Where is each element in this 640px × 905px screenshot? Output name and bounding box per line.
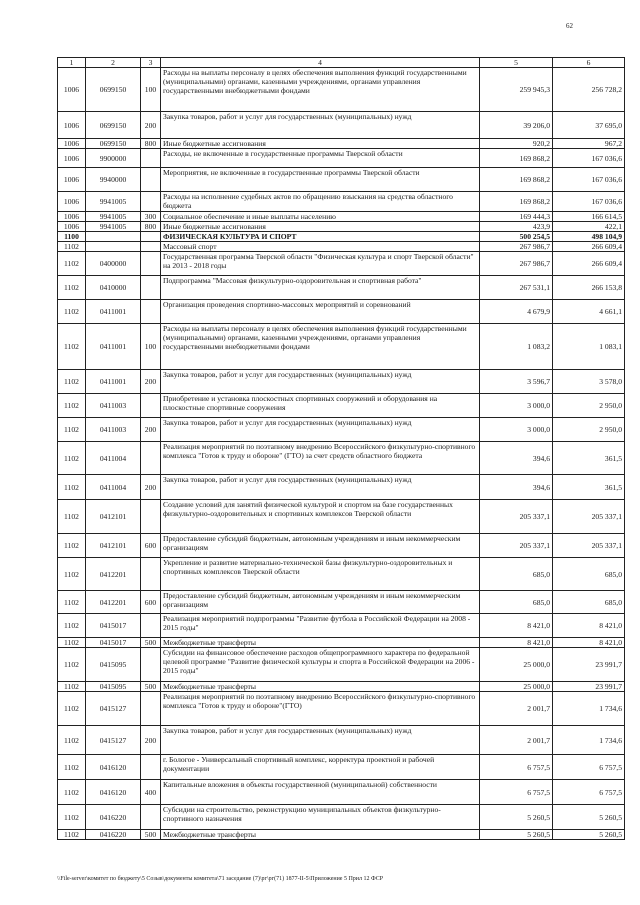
table-row [58,614,625,638]
table-row [58,112,625,139]
target-article-cell: 0412101 [86,534,141,558]
description-cell: Межбюджетные трансферты [161,638,480,648]
table-row [58,212,625,222]
section-code-cell: 1102 [58,534,86,558]
section-code-cell: 1102 [58,276,86,300]
amount-executed-cell: 685,0 [553,558,625,591]
target-article-cell: 0415017 [86,638,141,648]
amount-executed-cell: 6 757,5 [553,780,625,805]
header-col-5: 5 [480,58,553,68]
table-row [58,500,625,534]
table-row [58,168,625,192]
expense-type-cell [141,755,161,780]
amount-planned-cell: 423,9 [480,222,553,232]
target-article-cell: 0415095 [86,682,141,692]
target-article-cell: 0412101 [86,500,141,534]
budget-table [57,57,625,840]
expense-type-cell [141,300,161,324]
description-cell: Расходы на исполнение судебных актов по обращению взыскания на средства областного бюджета [161,192,480,212]
amount-executed-cell: 5 260,5 [553,805,625,830]
amount-executed-cell: 361,5 [553,475,625,500]
target-article-cell: 0699150 [86,68,141,112]
description-cell: Иные бюджетные ассигнования [161,222,480,232]
description-cell: Организация проведения спортивно-массовых мероприятий и соревнований [161,300,480,324]
amount-planned-cell: 25 000,0 [480,682,553,692]
description-cell: Предоставление субсидий бюджетным, автономным учреждениям и иным некоммерческим организациям [161,591,480,614]
section-code-cell: 1102 [58,648,86,682]
target-article-cell: 0699150 [86,139,141,149]
section-code-cell: 1102 [58,780,86,805]
section-code-cell: 1102 [58,300,86,324]
target-article-cell: 0411001 [86,370,141,394]
section-code-cell: 1102 [58,370,86,394]
expense-type-cell [141,276,161,300]
target-article-cell: 9941005 [86,192,141,212]
table-row [58,192,625,212]
amount-planned-cell: 1 083,2 [480,324,553,370]
description-cell: Субсидии на финансовое обеспечение расходов общепрограммного характера по федеральной целевой программе "Развитие физической культуры и спорта в Российской Федерации на 2006 - 2015 годы" [161,648,480,682]
section-code-cell: 1006 [58,112,86,139]
expense-type-cell: 600 [141,534,161,558]
header-col-3: 3 [141,58,161,68]
description-cell: Подпрограмма "Массовая физкультурно-оздоровительная и спортивная работа" [161,276,480,300]
amount-executed-cell: 266 609,4 [553,242,625,252]
table-row [58,276,625,300]
amount-planned-cell: 5 260,5 [480,805,553,830]
expense-type-cell [141,805,161,830]
amount-planned-cell: 3 000,0 [480,394,553,418]
expense-type-cell: 200 [141,418,161,442]
amount-planned-cell: 2 001,7 [480,692,553,726]
target-article-cell: 9940000 [86,168,141,192]
target-article-cell: 0412201 [86,558,141,591]
section-code-cell: 1102 [58,442,86,475]
amount-executed-cell: 967,2 [553,139,625,149]
section-code-cell: 1102 [58,726,86,755]
expense-type-cell: 600 [141,591,161,614]
amount-planned-cell: 4 679,9 [480,300,553,324]
table-row [58,442,625,475]
amount-planned-cell: 39 206,0 [480,112,553,139]
target-article-cell: 0400000 [86,252,141,276]
description-cell: Расходы на выплаты персоналу в целях обеспечения выполнения функций государственными (муниципальными) органами, казенными учреждениями, органами управления государственными внебюджетными фондами [161,324,480,370]
expense-type-cell [141,149,161,168]
description-cell: ФИЗИЧЕСКАЯ КУЛЬТУРА И СПОРТ [161,232,480,242]
section-code-cell: 1102 [58,252,86,276]
amount-executed-cell: 8 421,0 [553,638,625,648]
expense-type-cell [141,558,161,591]
header-col-6: 6 [553,58,625,68]
expense-type-cell: 200 [141,370,161,394]
amount-planned-cell: 5 260,5 [480,830,553,840]
description-cell: г. Бологое - Универсальный спортивный комплекс, корректура проектной и рабочей документации [161,755,480,780]
expense-type-cell [141,242,161,252]
table-row [58,805,625,830]
section-code-cell: 1102 [58,830,86,840]
amount-planned-cell: 267 986,7 [480,252,553,276]
table-row [58,252,625,276]
description-cell: Закупка товаров, работ и услуг для государственных (муниципальных) нужд [161,418,480,442]
target-article-cell: 0416220 [86,830,141,840]
target-article-cell: 0415127 [86,726,141,755]
expense-type-cell [141,692,161,726]
amount-planned-cell: 394,6 [480,442,553,475]
table-row [58,591,625,614]
amount-planned-cell: 500 254,5 [480,232,553,242]
table-row [58,300,625,324]
table-row [58,149,625,168]
section-code-cell: 1102 [58,324,86,370]
description-cell: Межбюджетные трансферты [161,830,480,840]
target-article-cell: 0416220 [86,805,141,830]
table-row [58,692,625,726]
target-article-cell: 0411003 [86,418,141,442]
amount-executed-cell: 4 661,1 [553,300,625,324]
section-code-cell: 1006 [58,212,86,222]
amount-planned-cell: 169 868,2 [480,192,553,212]
amount-executed-cell: 266 153,8 [553,276,625,300]
amount-executed-cell: 166 614,5 [553,212,625,222]
target-article-cell: 0410000 [86,276,141,300]
description-cell: Расходы, не включенные в государственные программы Тверской области [161,149,480,168]
amount-executed-cell: 23 991,7 [553,648,625,682]
amount-planned-cell: 169 868,2 [480,149,553,168]
amount-executed-cell: 685,0 [553,591,625,614]
amount-planned-cell: 169 444,3 [480,212,553,222]
header-col-4: 4 [161,58,480,68]
table-row [58,324,625,370]
table-row [58,394,625,418]
description-cell: Межбюджетные трансферты [161,682,480,692]
amount-executed-cell: 23 991,7 [553,682,625,692]
amount-executed-cell: 3 578,0 [553,370,625,394]
description-cell: Закупка товаров, работ и услуг для государственных (муниципальных) нужд [161,112,480,139]
amount-planned-cell: 394,6 [480,475,553,500]
table-row [58,682,625,692]
section-code-cell: 1006 [58,139,86,149]
amount-executed-cell: 266 609,4 [553,252,625,276]
table-header-row [58,58,625,68]
section-code-cell: 1102 [58,418,86,442]
section-code-cell: 1006 [58,68,86,112]
section-code-cell: 1102 [58,558,86,591]
amount-executed-cell: 205 337,1 [553,534,625,558]
amount-executed-cell: 5 260,5 [553,830,625,840]
amount-planned-cell: 2 001,7 [480,726,553,755]
table-row [58,232,625,242]
amount-planned-cell: 205 337,1 [480,500,553,534]
table-row [58,558,625,591]
target-article-cell: 0412201 [86,591,141,614]
table-row [58,222,625,232]
expense-type-cell: 100 [141,68,161,112]
amount-executed-cell: 1 734,6 [553,726,625,755]
section-code-cell: 1102 [58,500,86,534]
expense-type-cell: 200 [141,475,161,500]
expense-type-cell: 200 [141,112,161,139]
description-cell: Государственная программа Тверской области "Физическая культура и спорт Тверской области" на 2013 - 2018 годы [161,252,480,276]
description-cell: Мероприятия, не включенные в государственные программы Тверской области [161,168,480,192]
description-cell: Создание условий для занятий физической культурой и спортом на базе государственных физкультурно-оздоровительных и спортивных комплексов Тверской области [161,500,480,534]
expense-type-cell: 200 [141,726,161,755]
description-cell: Закупка товаров, работ и услуг для государственных (муниципальных) нужд [161,475,480,500]
section-code-cell: 1102 [58,242,86,252]
amount-executed-cell: 167 036,6 [553,192,625,212]
table-row [58,638,625,648]
budget-table-container [57,57,624,840]
amount-planned-cell: 685,0 [480,591,553,614]
amount-executed-cell: 8 421,0 [553,614,625,638]
section-code-cell: 1006 [58,168,86,192]
description-cell: Укрепление и развитие материально-технической базы физкультурно-оздоровительных и спортивных комплексов Тверской области [161,558,480,591]
expense-type-cell [141,252,161,276]
description-cell: Капитальные вложения в объекты государственной (муниципальной) собственности [161,780,480,805]
expense-type-cell [141,232,161,242]
target-article-cell: 0415127 [86,692,141,726]
description-cell: Закупка товаров, работ и услуг для государственных (муниципальных) нужд [161,726,480,755]
table-row [58,648,625,682]
section-code-cell: 1102 [58,805,86,830]
amount-executed-cell: 256 728,2 [553,68,625,112]
description-cell: Расходы на выплаты персоналу в целях обеспечения выполнения функций государственными (муниципальными) органами, казенными учреждениями, органами управления государственными внебюджетными фондами [161,68,480,112]
description-cell: Реализация мероприятий подпрограммы "Развитие футбола в Российской Федерации на 2008 - 2015 годы" [161,614,480,638]
description-cell: Массовый спорт [161,242,480,252]
header-col-2: 2 [86,58,141,68]
expense-type-cell: 100 [141,324,161,370]
amount-executed-cell: 1 083,1 [553,324,625,370]
file-path-footer: \\File-server\комитет по бюджету\5 Созыв\документы комитета\71 заседание (7)\рг\рг(71) 1877-II-5\Приложение 5 Прил 12 ФСР [57,876,384,882]
description-cell: Закупка товаров, работ и услуг для государственных (муниципальных) нужд [161,370,480,394]
target-article-cell: 9900000 [86,149,141,168]
target-article-cell: 0416120 [86,780,141,805]
section-code-cell: 1102 [58,755,86,780]
target-article-cell: 0699150 [86,112,141,139]
target-article-cell: 0411001 [86,324,141,370]
table-row [58,68,625,112]
target-article-cell: 0416120 [86,755,141,780]
expense-type-cell [141,192,161,212]
table-row [58,139,625,149]
amount-planned-cell: 685,0 [480,558,553,591]
amount-executed-cell: 498 104,9 [553,232,625,242]
target-article-cell: 0415095 [86,648,141,682]
expense-type-cell: 300 [141,212,161,222]
amount-planned-cell: 205 337,1 [480,534,553,558]
table-row [58,370,625,394]
amount-planned-cell: 6 757,5 [480,780,553,805]
section-code-cell: 1102 [58,591,86,614]
amount-executed-cell: 167 036,6 [553,168,625,192]
amount-executed-cell: 205 337,1 [553,500,625,534]
table-row [58,242,625,252]
amount-executed-cell: 2 950,0 [553,418,625,442]
target-article-cell [86,232,141,242]
section-code-cell: 1006 [58,192,86,212]
description-cell: Субсидии на строительство, реконструкцию муниципальных объектов физкультурно-спортивного назначения [161,805,480,830]
amount-executed-cell: 2 950,0 [553,394,625,418]
table-row [58,755,625,780]
page-number: 62 [566,22,573,30]
amount-executed-cell: 1 734,6 [553,692,625,726]
amount-planned-cell: 259 945,3 [480,68,553,112]
section-code-cell: 1006 [58,222,86,232]
expense-type-cell: 800 [141,139,161,149]
target-article-cell: 9941005 [86,212,141,222]
table-row [58,475,625,500]
target-article-cell: 0411003 [86,394,141,418]
amount-planned-cell: 169 868,2 [480,168,553,192]
amount-planned-cell: 3 000,0 [480,418,553,442]
expense-type-cell [141,614,161,638]
expense-type-cell: 800 [141,222,161,232]
section-code-cell: 1006 [58,149,86,168]
description-cell: Социальное обеспечение и иные выплаты населению [161,212,480,222]
target-article-cell: 9941005 [86,222,141,232]
section-code-cell: 1102 [58,614,86,638]
description-cell: Реализация мероприятий по поэтапному внедрению Всероссийского физкультурно-спортивного комплекса "Готов к труду и обороне"(ГТО) [161,692,480,726]
description-cell: Иные бюджетные ассигнования [161,139,480,149]
amount-planned-cell: 3 596,7 [480,370,553,394]
table-row [58,726,625,755]
target-article-cell: 0411004 [86,475,141,500]
expense-type-cell: 500 [141,638,161,648]
amount-executed-cell: 361,5 [553,442,625,475]
section-code-cell: 1102 [58,475,86,500]
amount-planned-cell: 8 421,0 [480,638,553,648]
expense-type-cell: 500 [141,682,161,692]
amount-planned-cell: 267 986,7 [480,242,553,252]
target-article-cell: 0411004 [86,442,141,475]
section-code-cell: 1102 [58,638,86,648]
section-code-cell: 1102 [58,692,86,726]
amount-executed-cell: 422,1 [553,222,625,232]
expense-type-cell [141,500,161,534]
target-article-cell: 0411001 [86,300,141,324]
description-cell: Приобретение и установка плоскостных спортивных сооружений и оборудования на плоскостные спортивные сооружения [161,394,480,418]
expense-type-cell [141,648,161,682]
amount-planned-cell: 6 757,5 [480,755,553,780]
table-row [58,830,625,840]
table-row [58,780,625,805]
expense-type-cell: 400 [141,780,161,805]
amount-planned-cell: 25 000,0 [480,648,553,682]
amount-executed-cell: 37 695,0 [553,112,625,139]
amount-planned-cell: 8 421,0 [480,614,553,638]
amount-planned-cell: 920,2 [480,139,553,149]
table-row [58,534,625,558]
amount-planned-cell: 267 531,1 [480,276,553,300]
expense-type-cell [141,442,161,475]
amount-executed-cell: 6 757,5 [553,755,625,780]
description-cell: Предоставление субсидий бюджетным, автономным учреждениям и иным некоммерческим организациям [161,534,480,558]
section-code-cell: 1102 [58,394,86,418]
table-row [58,418,625,442]
section-code-cell: 1100 [58,232,86,242]
target-article-cell [86,242,141,252]
target-article-cell: 0415017 [86,614,141,638]
amount-executed-cell: 167 036,6 [553,149,625,168]
expense-type-cell [141,394,161,418]
expense-type-cell [141,168,161,192]
header-col-1: 1 [58,58,86,68]
description-cell: Реализация мероприятий по поэтапному внедрению Всероссийского физкультурно-спортивного комплекса "Готов к труду и обороне" (ГТО) за счет средств областного бюджета [161,442,480,475]
section-code-cell: 1102 [58,682,86,692]
expense-type-cell: 500 [141,830,161,840]
table-body [58,68,625,840]
